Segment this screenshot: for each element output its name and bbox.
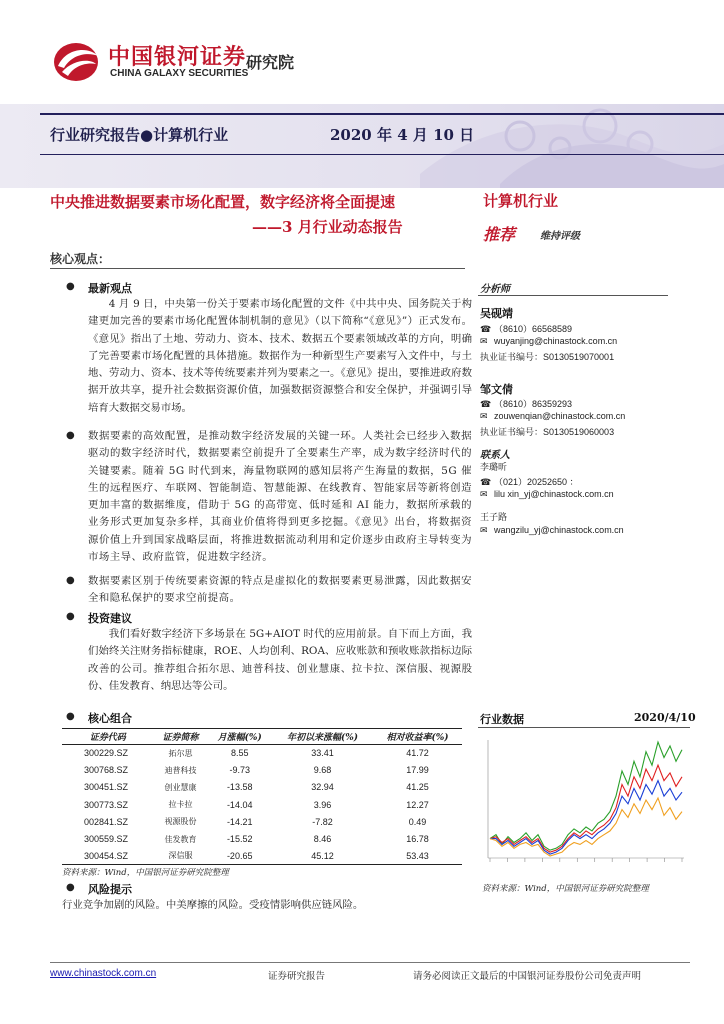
monthly-change: -9.73 bbox=[229, 765, 250, 776]
stock-code: 300451.SZ bbox=[84, 782, 129, 793]
bullet-icon: ● bbox=[66, 575, 75, 586]
sector-name: 计算机行业 bbox=[483, 192, 559, 210]
relative-return: 41.25 bbox=[406, 782, 429, 793]
series-blue-line bbox=[490, 781, 682, 855]
analyst-name: 邹文倩 bbox=[480, 383, 513, 396]
relative-return: 12.27 bbox=[406, 799, 429, 810]
mail-icon: ✉ bbox=[480, 412, 488, 422]
monthly-change: -13.58 bbox=[226, 782, 253, 793]
portfolio-table bbox=[62, 728, 462, 865]
table-row bbox=[62, 762, 462, 779]
ytd-change: -7.82 bbox=[312, 816, 333, 827]
section-heading-news: 最新观点 bbox=[88, 282, 132, 295]
analyst-email[interactable]: ✉ zouwenqian@chinastock.com.cn bbox=[480, 411, 626, 422]
analyst-cert: 执业证书编号：S0130519070001 bbox=[480, 352, 615, 362]
table-header-cell: 年初以来涨幅(%) bbox=[272, 729, 373, 745]
logo-text-en: CHINA GALAXY SECURITIES bbox=[110, 68, 249, 79]
report-date: 2020 年 4 月 10 日 bbox=[330, 126, 475, 144]
stock-code: 300454.SZ bbox=[62, 848, 154, 865]
table-row bbox=[62, 796, 462, 813]
mail-icon: ✉ bbox=[480, 490, 488, 500]
industry-trend-chart bbox=[478, 732, 690, 874]
analyst-rule bbox=[478, 295, 668, 296]
analyst-phone: ☎ （8610）86359293 bbox=[480, 399, 573, 410]
analyst-phone: ☎ （8610）66568589 bbox=[480, 324, 573, 335]
stock-code: 300773.SZ bbox=[84, 799, 129, 810]
banner-bottom-rule bbox=[40, 154, 724, 155]
ytd-change: 8.46 bbox=[313, 834, 332, 845]
paragraph-data-factor: 数据要素的高效配置，是推动数字经济发展的关键一环。人类社会已经步入数据驱动的数字经济时代，数据要素空前提升了全要素生产率，成为数字经济时代的关键要素。随着 5G 时代到来，海量物联网的感知层将产生海量的数据，5G 催生的远程医疗、车联网、智能制造、智慧能源、在线教育、智能家居等新将创造更加丰富的数据维度，借助于 5G 的高带宽、低时延和 AI 能力，数据所承载的业务形式更加复杂多样，其商业价值将得到更多挖掘。《意见》出台，将数据资源价值上升到国家战略层面，将推进数据流动利用和定价逐步由政府主导转变为市场主导、政府监管，促进数字经济。 bbox=[88, 430, 472, 564]
table-header-cell: 证券代码 bbox=[62, 729, 154, 745]
relative-return: 53.43 bbox=[373, 848, 462, 865]
section-heading-invest: 投资建议 bbox=[88, 612, 132, 625]
contact-phone: ☎ （021）20252650 ： bbox=[480, 477, 579, 488]
table-header-cell: 证券简称 bbox=[154, 729, 208, 745]
footer-website-link[interactable]: www.chinastock.com.cn bbox=[50, 968, 157, 979]
footer-doc-type: 证券研究报告 bbox=[268, 971, 326, 982]
table-row bbox=[62, 813, 462, 830]
table-header-cell: 月涨幅(%) bbox=[207, 729, 272, 745]
chart-date: 2020/4/10 bbox=[634, 711, 696, 724]
chart-title: 行业数据 bbox=[480, 713, 524, 726]
stock-code: 300768.SZ bbox=[84, 765, 129, 776]
bullet-icon: ● bbox=[66, 611, 75, 622]
stock-name: 视源股份 bbox=[164, 817, 197, 827]
contact-name: 李璐昕 bbox=[480, 463, 508, 473]
analyst-cert: 执业证书编号：S0130519060003 bbox=[480, 427, 615, 437]
chart-rule bbox=[478, 727, 690, 728]
stock-name: 佳发教育 bbox=[164, 834, 197, 844]
report-category: 行业研究报告●计算机行业 bbox=[50, 126, 229, 144]
ytd-change: 3.96 bbox=[313, 799, 332, 810]
monthly-change: -14.21 bbox=[226, 816, 253, 827]
contact-email[interactable]: ✉ wangzilu_yj@chinastock.com.cn bbox=[480, 525, 624, 536]
table-row bbox=[62, 848, 462, 865]
stock-name: 创业慧康 bbox=[164, 782, 197, 792]
paragraph-news: 4 月 9 日，中央第一份关于要素市场化配置的文件《中共中央、国务院关于构建更加完善的要素市场化配置体制机制的意见》（以下简称“《意见》”）正式发布。《意见》指出了土地、劳动力、资本、技术、数据五个要素领域改革的方向，明确了完善要素市场化配置的具体措施。数据作为一种新型生产要素写入文件中，与土地、劳动力、资本、技术等传统要素并列为要素之一。《意见》提出，要推进政府数据开放共享，提升社会数据资源价值，加强数据资源整合和安全保护，并强调引导培育大数据交易市场。 bbox=[88, 298, 472, 414]
section-heading-risk: 风险提示 bbox=[88, 883, 132, 896]
ytd-change: 9.68 bbox=[313, 765, 332, 776]
relative-return: 41.72 bbox=[406, 748, 429, 759]
monthly-change: -14.04 bbox=[226, 799, 253, 810]
stock-name: 拉卡拉 bbox=[168, 800, 193, 810]
bullet-icon: ● bbox=[66, 882, 75, 893]
contact-email[interactable]: ✉ lilu xin_yj@chinastock.com.cn bbox=[480, 489, 614, 500]
bullet-icon: ● bbox=[66, 281, 75, 292]
table-header-cell: 相对收益率(%) bbox=[373, 729, 462, 745]
ytd-change: 45.12 bbox=[272, 848, 373, 865]
table-source-note: 资料来源：Wind，中国银河证券研究院整理 bbox=[62, 868, 229, 878]
phone-icon: ☎ bbox=[480, 400, 492, 410]
analyst-heading: 分析师 bbox=[480, 284, 510, 295]
ytd-change: 33.41 bbox=[311, 748, 334, 759]
core-rule bbox=[50, 268, 465, 269]
core-view-label: 核心观点： bbox=[50, 252, 111, 266]
phone-icon: ☎ bbox=[480, 325, 492, 335]
paragraph-security: 数据要素区别于传统要素资源的特点是虚拟化的数据要素更易泄露，因此数据安全和隐私保护的要求空前提高。 bbox=[88, 575, 472, 605]
galaxy-logo-icon bbox=[50, 36, 102, 84]
stock-name: 迪普科技 bbox=[164, 765, 197, 775]
stock-code: 300559.SZ bbox=[84, 834, 129, 845]
rating-note: 维持评级 bbox=[540, 231, 580, 242]
ytd-change: 32.94 bbox=[311, 782, 334, 793]
footer-disclaimer: 请务必阅读正文最后的中国银河证券股份公司免责声明 bbox=[413, 971, 642, 982]
section-heading-portfolio: 核心组合 bbox=[88, 712, 132, 725]
table-row bbox=[62, 745, 462, 762]
report-banner bbox=[0, 104, 724, 188]
analyst-name: 吴砚靖 bbox=[480, 307, 513, 320]
report-subtitle: ——3 月行业动态报告 bbox=[252, 218, 403, 236]
monthly-change: -15.52 bbox=[226, 834, 253, 845]
analyst-email[interactable]: ✉ wuyanjing@chinastock.com.cn bbox=[480, 336, 618, 347]
relative-return: 17.99 bbox=[406, 765, 429, 776]
phone-icon: ☎ bbox=[480, 478, 492, 488]
bullet-icon: ● bbox=[66, 711, 75, 722]
relative-return: 0.49 bbox=[408, 816, 427, 827]
table-row bbox=[62, 830, 462, 847]
chart-x-ticks bbox=[490, 858, 682, 862]
mail-icon: ✉ bbox=[480, 337, 488, 347]
chart-series-group bbox=[490, 742, 682, 856]
chart-source-note: 资料来源：Wind，中国银河证券研究院整理 bbox=[482, 884, 649, 894]
contact-name: 王子路 bbox=[480, 513, 508, 523]
banner-top-rule bbox=[40, 113, 724, 115]
relative-return: 16.78 bbox=[406, 834, 429, 845]
rating: 推荐 bbox=[483, 225, 516, 244]
logo-text-cn: 中国银河证券 bbox=[108, 45, 247, 70]
stock-name: 深信服 bbox=[154, 848, 208, 865]
stock-code: 300229.SZ bbox=[84, 748, 129, 759]
stock-name: 拓尔思 bbox=[168, 748, 193, 758]
bullet-icon: ● bbox=[66, 430, 75, 441]
mail-icon: ✉ bbox=[480, 526, 488, 536]
monthly-change: 8.55 bbox=[230, 748, 249, 759]
report-title: 中央推进数据要素市场化配置，数字经济将全面提速 bbox=[50, 193, 396, 211]
series-green-line bbox=[490, 742, 682, 850]
paragraph-invest: 我们看好数字经济下多场景在 5G+AIOT 时代的应用前景。自下而上方面，我们始终关注财务指标健康，ROE、人均创利、ROA、应收账款和预收账款指标边际改善的公司。推荐组合拓尔思、迪普科技、创业慧康、拉卡拉、深信服、视源股份、佳发教育、纳思达等公司。 bbox=[88, 628, 472, 692]
paragraph-risk: 行业竞争加剧的风险。中美摩擦的风险。受疫情影响供应链风险。 bbox=[62, 899, 364, 911]
contact-heading: 联系人 bbox=[480, 450, 510, 461]
table-header-row bbox=[62, 729, 462, 745]
institute-label: 研究院 bbox=[246, 53, 295, 72]
banner-swirl-decoration bbox=[0, 104, 724, 188]
stock-code: 002841.SZ bbox=[84, 816, 129, 827]
footer-rule bbox=[50, 962, 690, 963]
table-row bbox=[62, 779, 462, 796]
monthly-change: -20.65 bbox=[207, 848, 272, 865]
